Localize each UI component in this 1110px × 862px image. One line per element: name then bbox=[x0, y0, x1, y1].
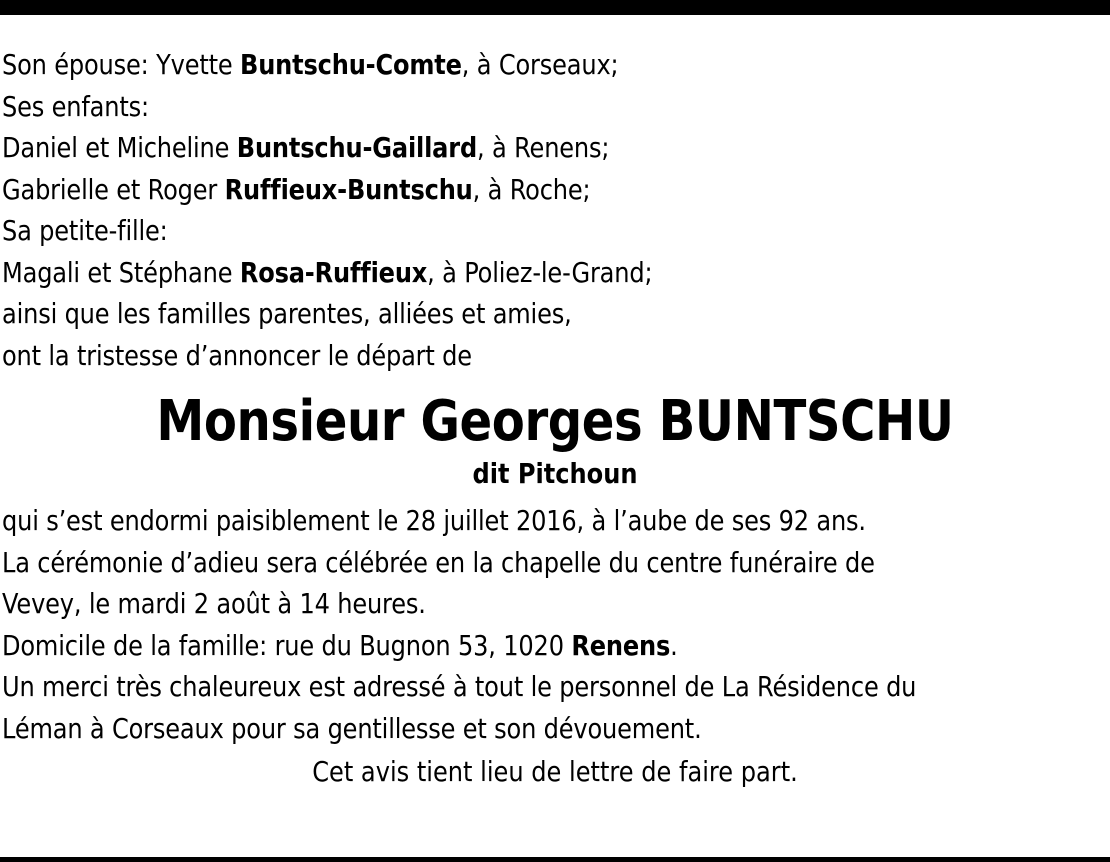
family-line: ainsi que les familles parentes, alliées et amies, bbox=[2, 297, 572, 330]
family-line: ont la tristesse d’annoncer le départ de bbox=[2, 338, 472, 372]
detail-line: La cérémonie d’adieu sera célébrée en la chapelle du centre funéraire de bbox=[2, 545, 875, 579]
family-list bbox=[2, 44, 1108, 376]
family-line: Gabrielle et Roger Ruffieux-Buntschu, à Roche; bbox=[2, 172, 591, 206]
detail-line: qui s’est endormi paisiblement le 28 juillet 2016, à l’aube de ses 92 ans. bbox=[2, 504, 866, 537]
bottom-rule bbox=[0, 857, 1110, 862]
detail-line: Vevey, le mardi 2 août à 14 heures. bbox=[2, 587, 426, 620]
deceased-name: Monsieur Georges BUNTSCHU bbox=[156, 389, 954, 454]
family-line: Daniel et Micheline Buntschu-Gaillard, à Renens; bbox=[2, 131, 610, 164]
detail-line: Domicile de la famille: rue du Bugnon 53, 1020 Renens. bbox=[2, 628, 678, 662]
top-rule bbox=[0, 0, 1110, 15]
family-line: Sa petite-fille: bbox=[2, 214, 168, 247]
family-line: Magali et Stéphane Rosa-Ruffieux, à Poliez-le-Grand; bbox=[2, 255, 653, 289]
closing-note: Cet avis tient lieu de lettre de faire part. bbox=[312, 755, 798, 788]
detail-line: Un merci très chaleureux est adressé à tout le personnel de La Résidence du bbox=[2, 670, 917, 703]
details-list bbox=[2, 500, 1108, 749]
family-line: Ses enfants: bbox=[2, 89, 149, 123]
obituary-notice bbox=[2, 44, 1108, 793]
detail-line: Léman à Corseaux pour sa gentillesse et son dévouement. bbox=[2, 711, 702, 745]
family-line: Son épouse: Yvette Buntschu-Comte, à Corseaux; bbox=[2, 48, 619, 81]
deceased-nickname: dit Pitchoun bbox=[472, 457, 638, 490]
